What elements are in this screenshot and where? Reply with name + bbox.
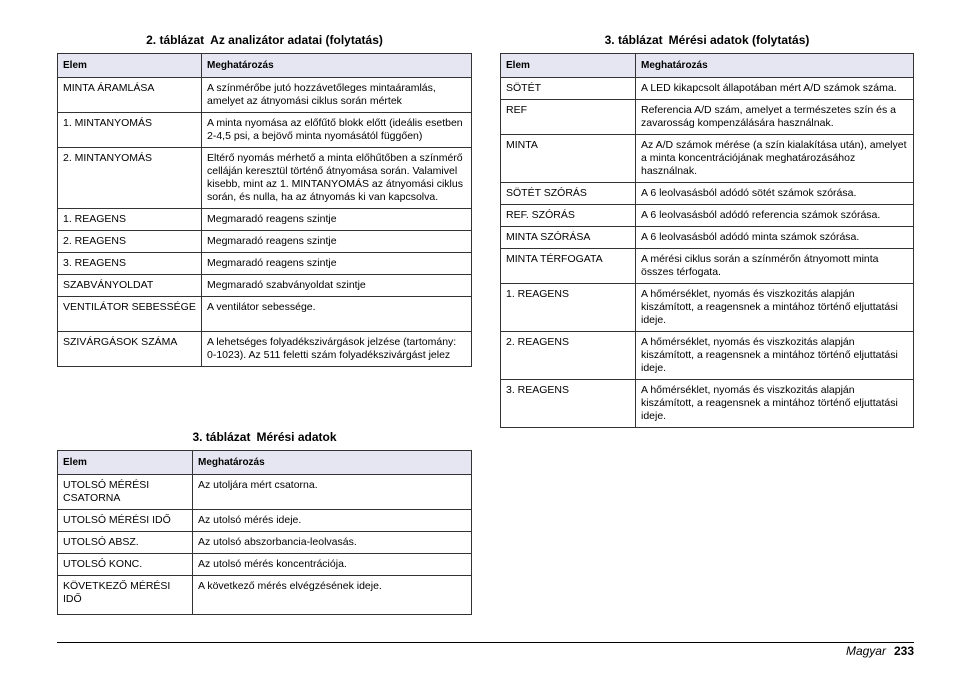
- cell-meghatarozas: A ventilátor sebessége.: [202, 297, 472, 332]
- column-header-meghatarozas: Meghatározás: [202, 54, 472, 78]
- table3-measurement-data: [57, 450, 472, 615]
- table-row: [58, 209, 472, 231]
- column-header-meghatarozas: Meghatározás: [193, 451, 472, 475]
- cell-elem: MINTA ÁRAMLÁSA: [58, 78, 202, 113]
- cell-elem: 1. MINTANYOMÁS: [58, 113, 202, 148]
- table-row: [58, 475, 472, 510]
- table3-caption-title: Mérési adatok: [256, 430, 337, 444]
- cell-meghatarozas: Referencia A/D szám, amelyet a természetes szín és a zavarosság kompenzálására használnak.: [636, 100, 914, 135]
- column-header-elem: Elem: [58, 451, 193, 475]
- cell-elem: 1. REAGENS: [58, 209, 202, 231]
- page-number: 233: [893, 644, 914, 658]
- cell-elem: SÖTÉT: [501, 78, 636, 100]
- table-row: [58, 253, 472, 275]
- table-row: [58, 231, 472, 253]
- table2-caption: [57, 33, 472, 47]
- cell-elem: 2. MINTANYOMÁS: [58, 148, 202, 209]
- table-row: [58, 78, 472, 113]
- cell-meghatarozas: A színmérőbe jutó hozzávetőleges mintaáramlás, amelyet az átnyomási ciklus során mértek: [202, 78, 472, 113]
- table3-caption: [57, 430, 472, 444]
- table-row: [501, 249, 914, 284]
- table-row: [58, 148, 472, 209]
- footer-divider: [57, 642, 914, 643]
- cell-elem: MINTA: [501, 135, 636, 183]
- table-row: [58, 275, 472, 297]
- cell-meghatarozas: Az utolsó abszorbancia-leolvasás.: [193, 532, 472, 554]
- cell-elem: 2. REAGENS: [501, 332, 636, 380]
- table2-caption-number: 2. táblázat: [146, 33, 205, 47]
- cell-elem: MINTA TÉRFOGATA: [501, 249, 636, 284]
- cell-meghatarozas: Megmaradó reagens szintje: [202, 231, 472, 253]
- cell-elem: 2. REAGENS: [58, 231, 202, 253]
- cell-meghatarozas: A következő mérés elvégzésének ideje.: [193, 576, 472, 615]
- cell-elem: REF. SZÓRÁS: [501, 205, 636, 227]
- table3-continued-caption: [500, 33, 914, 47]
- cell-meghatarozas: Eltérő nyomás mérhető a minta előhűtőben a színmérő celláján keresztül történő átnyomása során. Valamivel kisebb, mint az 1. MINTANYOMÁS az átnyomási ciklus során, és nulla, ha az átnyomás ki van kapcsolva.: [202, 148, 472, 209]
- table-row: [58, 297, 472, 332]
- cell-meghatarozas: Az utoljára mért csatorna.: [193, 475, 472, 510]
- cell-elem: 3. REAGENS: [58, 253, 202, 275]
- table-header-row: [58, 451, 472, 475]
- cell-meghatarozas: A mérési ciklus során a színmérőn átnyomott minta összes térfogata.: [636, 249, 914, 284]
- cell-meghatarozas: A hőmérséklet, nyomás és viszkozitás alapján kiszámított, a reagensnek a mintához történő eljuttatási ideje.: [636, 284, 914, 332]
- table-row: [501, 380, 914, 428]
- table-row: [501, 284, 914, 332]
- table-row: [501, 183, 914, 205]
- cell-elem: 1. REAGENS: [501, 284, 636, 332]
- column-header-meghatarozas: Meghatározás: [636, 54, 914, 78]
- table-row: [501, 100, 914, 135]
- table-header-row: [58, 54, 472, 78]
- cell-meghatarozas: A 6 leolvasásból adódó sötét számok szórása.: [636, 183, 914, 205]
- cell-meghatarozas: A minta nyomása az előfűtő blokk előtt (ideális esetben 2-4,5 psi, a bejövő minta nyomásától függően): [202, 113, 472, 148]
- table-row: [58, 113, 472, 148]
- column-header-elem: Elem: [501, 54, 636, 78]
- cell-elem: KÖVETKEZŐ MÉRÉSI IDŐ: [58, 576, 193, 615]
- cell-meghatarozas: A lehetséges folyadékszivárgások jelzése (tartomány: 0-1023). Az 511 feletti szám folyadékszivárgást jelez: [202, 332, 472, 367]
- column-header-elem: Elem: [58, 54, 202, 78]
- cell-elem: REF: [501, 100, 636, 135]
- cell-meghatarozas: Megmaradó reagens szintje: [202, 253, 472, 275]
- cell-elem: UTOLSÓ KONC.: [58, 554, 193, 576]
- cell-meghatarozas: Az A/D számok mérése (a szín kialakítása után), amelyet a minta koncentrációjának meghatározásához használnak.: [636, 135, 914, 183]
- cell-meghatarozas: A LED kikapcsolt állapotában mért A/D számok száma.: [636, 78, 914, 100]
- table2-analyzer-data: [57, 53, 472, 367]
- table-row: [501, 332, 914, 380]
- cell-elem: 3. REAGENS: [501, 380, 636, 428]
- cell-elem: MINTA SZÓRÁSA: [501, 227, 636, 249]
- table-row: [58, 576, 472, 615]
- table3-continued-caption-number: 3. táblázat: [604, 33, 663, 47]
- cell-meghatarozas: Az utolsó mérés koncentrációja.: [193, 554, 472, 576]
- table-row: [501, 135, 914, 183]
- table-row: [501, 78, 914, 100]
- cell-elem: SÖTÉT SZÓRÁS: [501, 183, 636, 205]
- cell-meghatarozas: Megmaradó szabványoldat szintje: [202, 275, 472, 297]
- cell-meghatarozas: A 6 leolvasásból adódó minta számok szórása.: [636, 227, 914, 249]
- cell-meghatarozas: A hőmérséklet, nyomás és viszkozitás alapján kiszámított, a reagensnek a mintához történő eljuttatási ideje.: [636, 380, 914, 428]
- table-row: [58, 332, 472, 367]
- table-row: [58, 554, 472, 576]
- cell-elem: VENTILÁTOR SEBESSÉGE: [58, 297, 202, 332]
- table-row: [501, 205, 914, 227]
- table-header-row: [501, 54, 914, 78]
- cell-elem: UTOLSÓ MÉRÉSI IDŐ: [58, 510, 193, 532]
- page-footer: [846, 644, 914, 658]
- cell-meghatarozas: Az utolsó mérés ideje.: [193, 510, 472, 532]
- footer-language: Magyar: [845, 644, 886, 658]
- cell-elem: UTOLSÓ MÉRÉSI CSATORNA: [58, 475, 193, 510]
- cell-elem: SZIVÁRGÁSOK SZÁMA: [58, 332, 202, 367]
- table-row: [58, 510, 472, 532]
- table2-caption-title: Az analizátor adatai (folytatás): [210, 33, 383, 47]
- table-row: [501, 227, 914, 249]
- cell-meghatarozas: A hőmérséklet, nyomás és viszkozitás alapján kiszámított, a reagensnek a mintához történő eljuttatási ideje.: [636, 332, 914, 380]
- table3-continued-caption-title: Mérési adatok (folytatás): [668, 33, 810, 47]
- cell-meghatarozas: Megmaradó reagens szintje: [202, 209, 472, 231]
- table3-caption-number: 3. táblázat: [192, 430, 251, 444]
- cell-elem: SZABVÁNYOLDAT: [58, 275, 202, 297]
- cell-elem: UTOLSÓ ABSZ.: [58, 532, 193, 554]
- table3-measurement-data-continued: [500, 53, 914, 428]
- cell-meghatarozas: A 6 leolvasásból adódó referencia számok szórása.: [636, 205, 914, 227]
- table-row: [58, 532, 472, 554]
